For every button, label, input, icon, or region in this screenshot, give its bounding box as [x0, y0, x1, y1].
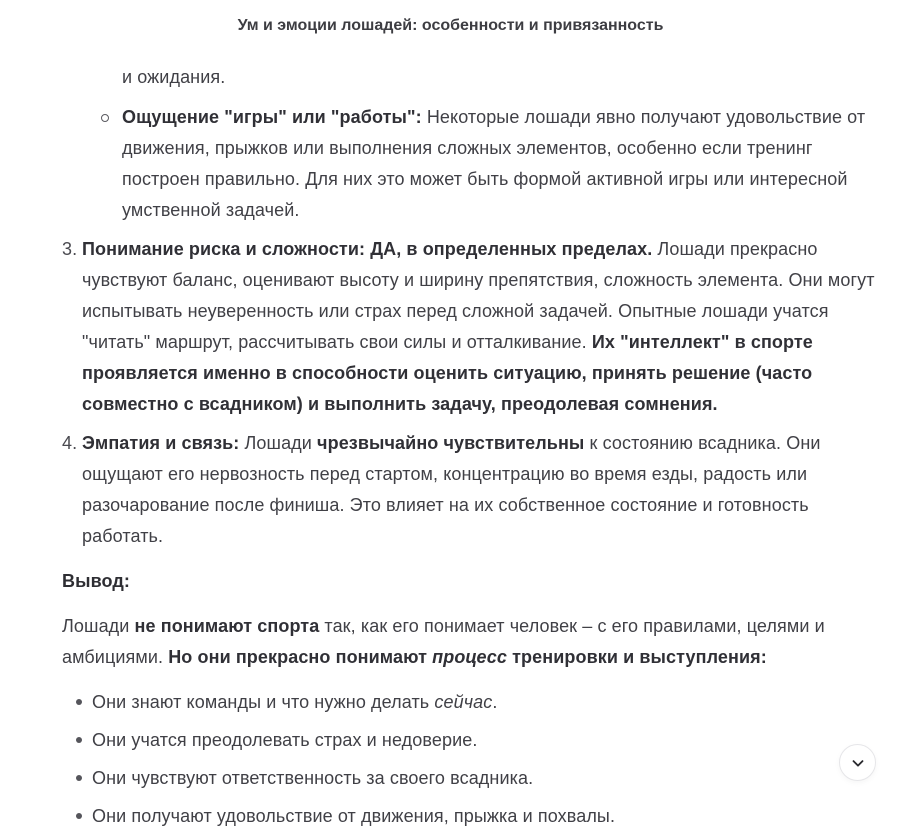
ordered-item-3 — [62, 234, 880, 420]
item3-text: Лошади прекрасно чувствуют баланс, оценивают высоту и ширину препятствия, сложность элемента. Они могут испытывать неуверенность или страх перед сложной задачей. Опытные лошади учатся "читать" маршрут, рассчитывать свои силы и отталкивание. — [82, 239, 875, 352]
bullet-text: Они получают удовольствие от движения, прыжка и похвалы. — [92, 806, 616, 826]
conclusion-text-2: так, как его понимает человек – с его правилами, целями и амбициями. — [62, 616, 825, 667]
conclusion-bold-italic: процесс — [432, 647, 508, 667]
fragment-text: и ожидания. — [122, 67, 226, 87]
list-item-text — [82, 234, 880, 420]
item4-text-1: Лошади — [239, 433, 318, 453]
list-item — [62, 801, 880, 832]
conclusion-bold-1: не понимают спорта — [134, 616, 320, 636]
conversation-title: Ум и эмоции лошадей: особенности и привязанность — [237, 17, 664, 34]
list-number: 3. — [62, 239, 78, 259]
scroll-to-bottom-button[interactable] — [839, 744, 876, 781]
item3-bold-tail: Их "интеллект" в спорте проявляется именно в способности оценить ситуацию, принять решение (часто совместно с всадником) и выполнить задачу, преодолевая сомнения. — [82, 332, 813, 414]
conclusion-text-1: Лошади — [62, 616, 135, 636]
bullet-italic: сейчас — [434, 692, 493, 712]
item4-bold-lead: Эмпатия и связь: — [82, 433, 240, 453]
item4-text-2: к состоянию всадника. Они ощущают его нервозность перед стартом, концентрацию во время езды, радость или разочарование после финиша. Это влияет на их собственное состояние и готовность работать. — [82, 433, 821, 546]
paragraph-fragment — [122, 62, 880, 93]
bullet-list — [62, 687, 880, 832]
bullet-dot-icon — [76, 775, 82, 781]
assistant-message — [62, 62, 880, 832]
sub-item-text: Некоторые лошади явно получают удовольствие от движения, прыжков или выполнения сложных элементов, особенно если тренинг построен правильно. Для них это может быть формой активной игры или интересной умственной задачей. — [122, 107, 866, 220]
ordered-item-4 — [62, 428, 880, 552]
conclusion-heading: Вывод: — [62, 571, 130, 591]
bullet-text: Они учатся преодолевать страх и недоверие. — [92, 730, 478, 750]
sub-item-bold: Ощущение "игры" или "работы": — [122, 107, 422, 127]
item4-bold-mid: чрезвычайно чувствительны — [317, 433, 585, 453]
bullet-text: Они знают команды и что нужно делать — [92, 692, 435, 712]
conversation-header — [0, 0, 901, 36]
list-item — [62, 725, 880, 756]
bullet-dot-icon — [76, 699, 82, 705]
conclusion-paragraph — [62, 611, 880, 673]
bullet-dot-icon — [76, 813, 82, 819]
list-item — [62, 763, 880, 794]
conclusion-bold-3: тренировки и выступления: — [507, 647, 767, 667]
list-item-text — [82, 428, 880, 552]
bullet-dot-icon — [76, 737, 82, 743]
sub-list-item — [122, 102, 880, 226]
circle-bullet-icon — [101, 114, 109, 122]
item3-bold-lead: Понимание риска и сложности: ДА, в определенных пределах. — [82, 239, 653, 259]
bullet-text: Они чувствуют ответственность за своего всадника. — [92, 768, 534, 788]
list-number: 4. — [62, 433, 78, 453]
bullet-text-tail: . — [492, 692, 498, 712]
chevron-down-icon — [849, 754, 867, 772]
conclusion-bold-2: Но они прекрасно понимают — [168, 647, 433, 667]
ordered-list — [62, 234, 880, 552]
list-item — [62, 687, 880, 718]
